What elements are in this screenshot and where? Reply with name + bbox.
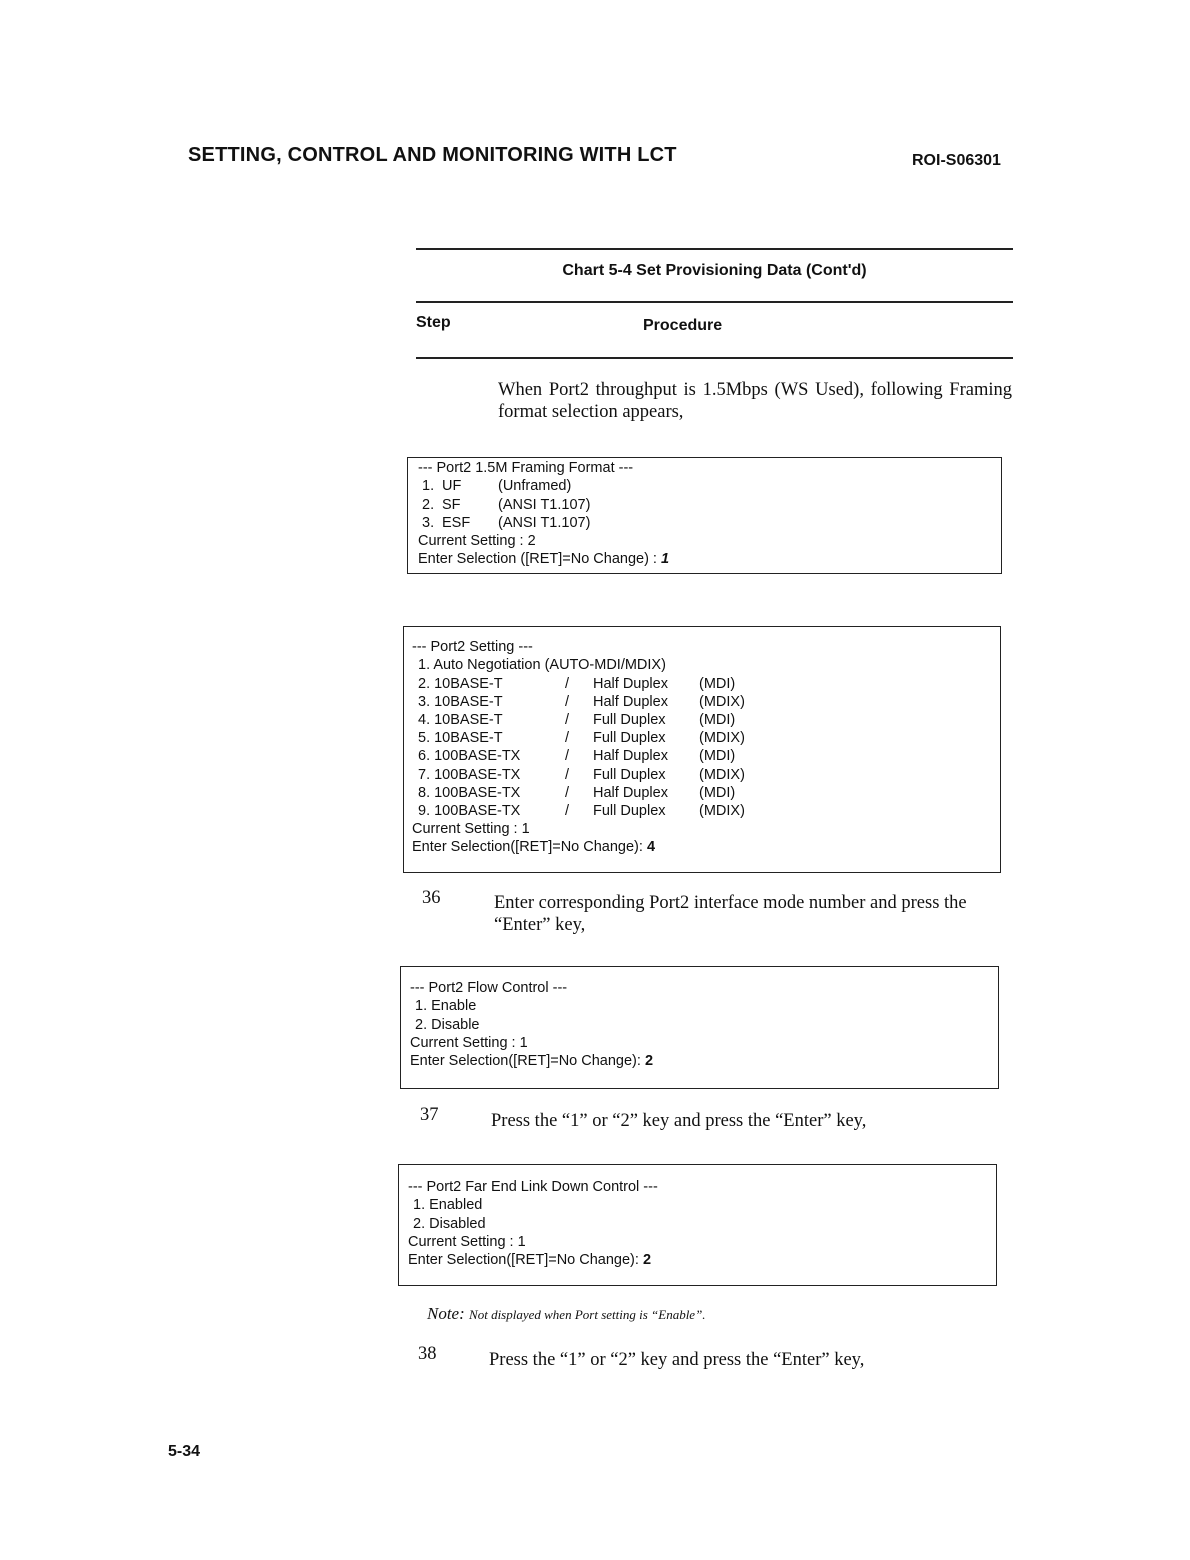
flow-control-prompt-line xyxy=(410,1052,998,1070)
framing-prompt-line xyxy=(418,550,1001,568)
option-separator: / xyxy=(565,675,570,692)
rule-top xyxy=(416,248,1013,250)
framing-option xyxy=(418,496,1001,514)
option-number: 1. xyxy=(422,478,435,495)
framing-option xyxy=(418,514,1001,532)
option-duplex: Half Duplex xyxy=(593,784,668,801)
far-end-option: 2. Disabled xyxy=(413,1215,486,1232)
option-mdi: (MDI) xyxy=(699,748,736,765)
flow-control-input-value: 2 xyxy=(644,1053,654,1070)
step-number: 36 xyxy=(422,888,441,908)
option-separator: / xyxy=(565,784,570,801)
port-setting-option xyxy=(412,675,1000,693)
port-setting-option xyxy=(412,711,1000,729)
option-mdi: (MDI) xyxy=(699,784,736,801)
option-mdi: (MDIX) xyxy=(699,730,745,747)
far-end-title: --- Port2 Far End Link Down Control --- xyxy=(408,1179,658,1195)
framing-format-screen xyxy=(407,457,1002,574)
flow-control-option: 1. Enable xyxy=(415,998,477,1015)
note-text: Not displayed when Port setting is “Enable”. xyxy=(469,1307,706,1322)
port-setting-option xyxy=(412,729,1000,747)
far-end-prompt: Enter Selection([RET]=No Change): xyxy=(408,1252,643,1269)
rule-mid xyxy=(416,301,1013,303)
option-duplex: Half Duplex xyxy=(593,675,668,692)
option-description: (Unframed) xyxy=(498,478,572,495)
framing-current-setting: Current Setting : 2 xyxy=(418,533,536,550)
far-end-prompt-line xyxy=(408,1251,996,1269)
option-code: UF xyxy=(442,478,462,495)
option-mdi: (MDIX) xyxy=(699,766,745,783)
port-setting-option xyxy=(412,747,1000,765)
far-end-input-value: 2 xyxy=(642,1252,652,1269)
port-setting-option xyxy=(412,766,1000,784)
step-instruction: Enter corresponding Port2 interface mode number and press the “Enter” key, xyxy=(494,893,967,935)
flow-control-option: 2. Disable xyxy=(415,1016,480,1033)
option-mdi: (MDI) xyxy=(699,675,736,692)
step-instruction: Press the “1” or “2” key and press the “Enter” key, xyxy=(489,1350,865,1370)
port-setting-prompt: Enter Selection([RET]=No Change): xyxy=(412,839,647,856)
framing-option xyxy=(418,477,1001,495)
rule-bottom xyxy=(416,357,1013,359)
option-code: ESF xyxy=(442,514,471,531)
chart-title: Chart 5-4 Set Provisioning Data (Cont'd) xyxy=(562,262,867,279)
flow-control-current-setting: Current Setting : 1 xyxy=(410,1034,528,1051)
port-setting-option xyxy=(412,693,1000,711)
column-header-procedure: Procedure xyxy=(643,317,723,334)
option-mode: 5. 10BASE-T xyxy=(418,730,503,747)
option-mdi: (MDIX) xyxy=(699,693,745,710)
port-setting-prompt-line xyxy=(412,838,1000,856)
option-mdi: (MDIX) xyxy=(699,802,745,819)
port-setting-option xyxy=(412,802,1000,820)
option-mode: 8. 100BASE-TX xyxy=(418,784,521,801)
option-duplex: Full Duplex xyxy=(593,802,666,819)
option-code: SF xyxy=(442,496,461,513)
option-separator: / xyxy=(565,693,570,710)
far-end-current-setting: Current Setting : 1 xyxy=(408,1233,526,1250)
flow-control-title: --- Port2 Flow Control --- xyxy=(410,980,568,996)
option-mode: 9. 100BASE-TX xyxy=(418,802,521,819)
option-duplex: Half Duplex xyxy=(593,748,668,765)
option-separator: / xyxy=(565,711,570,728)
intro-paragraph: When Port2 throughput is 1.5Mbps (WS Used), following Framing format selection appears, xyxy=(498,380,1012,422)
step-number: 37 xyxy=(420,1105,439,1125)
port-setting-input-value: 4 xyxy=(646,839,656,856)
port-setting-current-setting: Current Setting : 1 xyxy=(412,821,530,838)
port-setting-screen xyxy=(403,626,1001,873)
port-setting-title: --- Port2 Setting --- xyxy=(412,639,533,655)
column-header-step: Step xyxy=(416,314,451,331)
option-separator: / xyxy=(565,730,570,747)
option-mdi: (MDI) xyxy=(699,711,736,728)
note-label: Note: xyxy=(427,1304,465,1323)
far-end-option: 1. Enabled xyxy=(413,1197,483,1214)
option-duplex: Full Duplex xyxy=(593,766,666,783)
option-mode: 7. 100BASE-TX xyxy=(418,766,521,783)
framing-input-value: 1 xyxy=(661,551,670,568)
step-instruction: Press the “1” or “2” key and press the “Enter” key, xyxy=(491,1111,867,1131)
port-setting-auto-option: 1. Auto Negotiation (AUTO-MDI/MDIX) xyxy=(418,657,666,674)
option-mode: 6. 100BASE-TX xyxy=(418,748,521,765)
flow-control-prompt: Enter Selection([RET]=No Change): xyxy=(410,1053,645,1070)
step-number: 38 xyxy=(418,1344,437,1364)
option-separator: / xyxy=(565,766,570,783)
option-separator: / xyxy=(565,802,570,819)
port-setting-option xyxy=(412,784,1000,802)
option-duplex: Half Duplex xyxy=(593,693,668,710)
option-description: (ANSI T1.107) xyxy=(498,514,591,531)
option-mode: 3. 10BASE-T xyxy=(418,693,503,710)
option-duplex: Full Duplex xyxy=(593,711,666,728)
option-separator: / xyxy=(565,748,570,765)
option-mode: 2. 10BASE-T xyxy=(418,675,503,692)
page-header-title: SETTING, CONTROL AND MONITORING WITH LCT xyxy=(188,144,677,166)
far-end-link-down-screen xyxy=(398,1164,997,1286)
option-number: 3. xyxy=(422,514,435,531)
option-mode: 4. 10BASE-T xyxy=(418,711,503,728)
option-number: 2. xyxy=(422,496,435,513)
flow-control-screen xyxy=(400,966,999,1089)
document-code: ROI-S06301 xyxy=(912,152,1001,169)
framing-title: --- Port2 1.5M Framing Format --- xyxy=(418,460,634,476)
framing-prompt: Enter Selection ([RET]=No Change) : xyxy=(418,551,661,568)
note xyxy=(427,1304,706,1324)
option-description: (ANSI T1.107) xyxy=(498,496,591,513)
page-number: 5-34 xyxy=(168,1443,201,1460)
option-duplex: Full Duplex xyxy=(593,730,666,747)
